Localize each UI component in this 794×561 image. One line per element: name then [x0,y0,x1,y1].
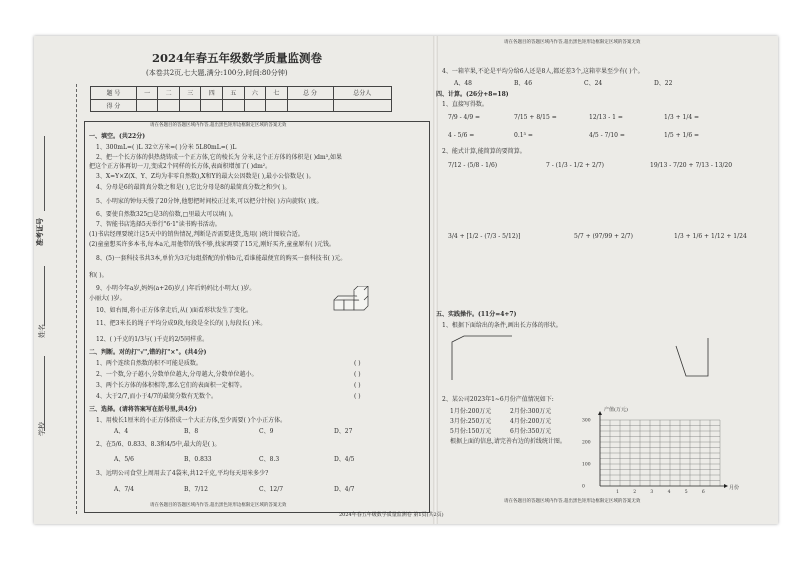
section-practice-title: 五、实践操作。(11分=4+7) [436,311,517,318]
exam-title: 2024年春五年级数学质量监测卷 [152,51,323,65]
line-chart [574,402,744,497]
calc-item: 1/3 + 1/4 = [664,114,700,121]
frame-banner: 请在各题目的答题区域内作答,超出黑色矩形边框限定区域的答案无效 [504,499,641,504]
calc-item: 12/13 - 1 = [589,114,623,121]
school-label: 学校 [38,422,46,436]
choice-q3-b[interactable]: B、7/12 [184,486,208,493]
x-tick-label: 2 [633,490,637,495]
choice-q2-b[interactable]: B、0.833 [184,456,212,463]
choice-q1-b[interactable]: B、8 [184,428,199,435]
fill-q6: 6、要使自然数325□是3的倍数,□里最大可以填( )。 [96,211,237,218]
choice-q2-d[interactable]: D、4/5 [334,456,355,463]
fill-q1: 1、300mL=( )L 32立方米=( )分米 5L80mL=( )L [96,144,237,151]
exam-sheet [34,36,778,524]
score-cell[interactable] [333,99,391,112]
score-header: 二 [158,87,180,100]
score-table [90,86,392,112]
calc-expression: 7 - (1/3 - 1/2 + 2/7) [546,162,604,169]
y-tick-label: 200 [582,440,591,446]
calc-expression: 19/13 - 7/20 + 7/13 - 13/20 [650,162,733,169]
choice-q2-c[interactable]: C、8.3 [259,456,280,463]
exam-number-field[interactable] [44,136,45,211]
calc-expression: 5/7 + (97/99 + 2/7) [574,233,633,240]
right-q4-b[interactable]: B、46 [514,80,533,87]
score-header: 六 [244,87,266,100]
y-axis-arrow [598,411,602,415]
judge-q3: 3、两个长方体的体积相等,那么它们的表面积一定相等。 [96,382,246,389]
fill-q9: 9、小明今年a岁,妈妈(a+26)岁,( )年后妈妈比小明大( )岁。 [96,285,256,292]
calc-expression: 7/12 - (5/8 - 1/6) [448,162,498,169]
calc-part2-title: 2、能式计算,能简算的要简算。 [442,148,526,155]
frame-banner: 请在各题目的答题区域内作答,超出黑色矩形边框限定区域的答案无效 [504,40,641,45]
y-axis-label: 产值(万元) [604,407,628,413]
score-header: 一 [136,87,158,100]
score-cell[interactable] [136,99,158,112]
choice-q3-c[interactable]: C、12/7 [259,486,284,493]
month-value: 5月份:150万元 [450,428,492,435]
right-q4-d[interactable]: D、22 [654,80,673,87]
fill-q2-cont: 把这个正方体再切一刀,变成2个同样的长方体,表面积增加了( )dm²。 [89,163,272,170]
score-header: 三 [179,87,201,100]
month-value: 1月份:200万元 [450,408,492,415]
name-field[interactable] [44,266,45,326]
score-cell[interactable] [201,99,223,112]
y-tick-label: 300 [582,418,591,424]
fill-q3: 3、X=Y×Z(X、Y、Z均为非零自然数),X和Y的最大公因数是( ),最小公倍数是( )。 [96,173,315,180]
fill-q11: 11、把3米长的绳子平均分成9段,每段是全长的( ),每段长( )米。 [96,320,267,327]
exam-number-label: 准考证号 [35,218,44,246]
y-tick-label: 100 [582,462,591,468]
judge-answer-3[interactable]: ( ) [354,382,361,389]
practice-q1: 1、根据下面给出的条件,画出长方体的形状。 [442,322,562,329]
choice-q2: 2、在5/6、0.833、8.3和4/5中,最大的是( )。 [96,441,221,448]
right-q4-c[interactable]: C、24 [584,80,603,87]
judge-answer-1[interactable]: ( ) [354,360,361,367]
choice-q1-d[interactable]: D、27 [334,428,353,435]
choice-q1: 1、用棱长1厘米的小正方体搭成一个大正方体,至少需要( )个小正方体。 [96,417,287,424]
fill-q7a: (1)书店经理要统计这5天中的销售情况,判断是否需要进货,选用( )统计图较合适。 [89,231,304,238]
judge-q2: 2、一个数,分子越小,分数单位越大,分母越大,分数单位越小。 [96,371,258,378]
judge-answer-2[interactable]: ( ) [354,371,361,378]
score-header: 题 号 [91,87,137,100]
x-tick-label: 6 [701,490,705,495]
fill-q8: 8、(5)一套科技书共3本,单价为3元每组搭配的价格b元,看谁能最便宜的购买一套科技书( )元。 [96,255,347,262]
school-field[interactable] [44,356,45,431]
choice-q3-d[interactable]: D、4/7 [334,486,355,493]
practice-q2: 2、某公司2023年1~6月份产值情况如下: [442,396,554,403]
fill-q10: 10、如右图,将小正方体拿走后,从( )面看形状发生了变化。 [96,307,253,314]
calc-expression: 3/4 + [1/2 - (7/3 - 5/12)] [448,233,521,240]
score-cell[interactable] [179,99,201,112]
score-cell[interactable] [287,99,333,112]
x-axis-label: 月份 [729,485,740,491]
fill-q4: 4、分母是6的最简真分数之和是( ),它比分母是8的最简真分数之和少( )。 [96,184,291,191]
section-fill-title: 一、填空。(共22分) [89,133,146,140]
right-q4-a[interactable]: A、48 [454,80,472,87]
choice-q2-a[interactable]: A、5/6 [114,456,134,463]
score-cell[interactable] [223,99,245,112]
page-fold [433,36,438,524]
section-judge-title: 二、判断。对的打"√",错的打"×"。(共4分) [89,349,207,356]
month-value: 4月份:200万元 [510,418,552,425]
x-axis-arrow [724,484,728,488]
fill-q9-cont: 小丽大( )岁。 [89,295,126,302]
score-header: 四 [201,87,223,100]
binding-line [76,84,77,514]
score-row-label: 得 分 [91,99,137,112]
frame-banner: 请在各题目的答题区域内作答,超出黑色矩形边框限定区域的答案无效 [150,123,287,128]
calc-item: 0.1³ = [514,132,533,139]
score-header: 总分人 [333,87,391,100]
calc-item: 7/9 - 4/9 = [448,114,481,121]
chart-grid [600,420,720,486]
name-label: 姓名 [38,324,46,338]
fill-q7: 7、智能书店选择5天举行"6·1"读书购书活动。 [96,221,221,228]
x-tick-label: 1 [616,490,620,495]
fill-q8-cont: 和( )。 [89,272,108,279]
cuboid-conditions-figure [446,332,746,392]
calc-item: 4/5 - 7/10 = [589,132,625,139]
score-header: 五 [223,87,245,100]
y-tick-label: 0 [582,484,585,490]
fill-q7b: (2)童童想买许多本书,每本a元,用他带的钱不够,找家再要了15元,刚好买齐,童童原有( )元钱。 [89,241,335,248]
section-choice-title: 三、选择。(请将答案写在括号里,共4分) [89,406,197,413]
page-footer: 2024年春五年级数学质量监测卷 第1页(共2页) [339,512,444,518]
calc-item: 1/5 + 1/6 = [664,132,700,139]
choice-q1-c[interactable]: C、9 [259,428,274,435]
score-header: 七 [266,87,288,100]
score-cell[interactable] [244,99,266,112]
x-tick-label: 5 [684,490,688,495]
fill-q2: 2、把一个长方体的供热烧铸成一个正方体,它的棱长为 分米,这个正方体的体积是( )dm³,如果 [96,154,342,161]
frame-banner: 请在各题目的答题区域内作答,超出黑色矩形边框限定区域的答案无效 [150,503,287,508]
score-header: 总 分 [287,87,333,100]
month-value: 3月份:250万元 [450,418,492,425]
right-q4: 4、一箱苹果,不论是平均分给6人还是8人,都还差3个,这箱苹果至少有( )个。 [442,68,644,75]
fill-q12: 12、( )千克的1/3与( )千克的2/5同样重。 [96,336,209,343]
practice-instruction: 根据上面的信息,请完善右边的折线统计图。 [450,438,566,445]
section-calc-title: 四、计算。(26分+8=18) [436,91,509,98]
calc-item: 7/15 + 8/15 = [514,114,557,121]
score-cell[interactable] [158,99,180,112]
judge-q1: 1、两个连续自然数的积不可能是质数。 [96,360,202,367]
calc-part1-title: 1、直接写得数。 [442,101,488,108]
x-tick-label: 4 [667,490,671,495]
judge-q4: 4、大于2/7,而小于4/7的最简分数有无数个。 [96,393,218,400]
choice-q3-a[interactable]: A、7/4 [114,486,134,493]
choice-q1-a[interactable]: A、4 [114,428,129,435]
calc-expression: 1/3 + 1/6 + 1/12 + 1/24 [674,233,747,240]
score-cell[interactable] [266,99,288,112]
cube-stack-figure [330,286,370,320]
choice-q3: 3、远明公司食堂上周用去了4袋米,共12千克,平均每天用米多少? [96,470,269,477]
month-value: 6月份:350万元 [510,428,552,435]
exam-subtitle: (本卷共2页,七大题,满分:100分,时间:80分钟) [146,69,288,77]
x-tick-label: 3 [650,490,654,495]
month-value: 2月份:300万元 [510,408,552,415]
calc-item: 4 - 5/6 = [448,132,475,139]
fill-q5: 5、小明家的钟每天慢了20分钟,他想把时间校正过来,可以把分针按( )方向旋转( )度。 [96,198,323,205]
judge-answer-4[interactable]: ( ) [354,393,361,400]
